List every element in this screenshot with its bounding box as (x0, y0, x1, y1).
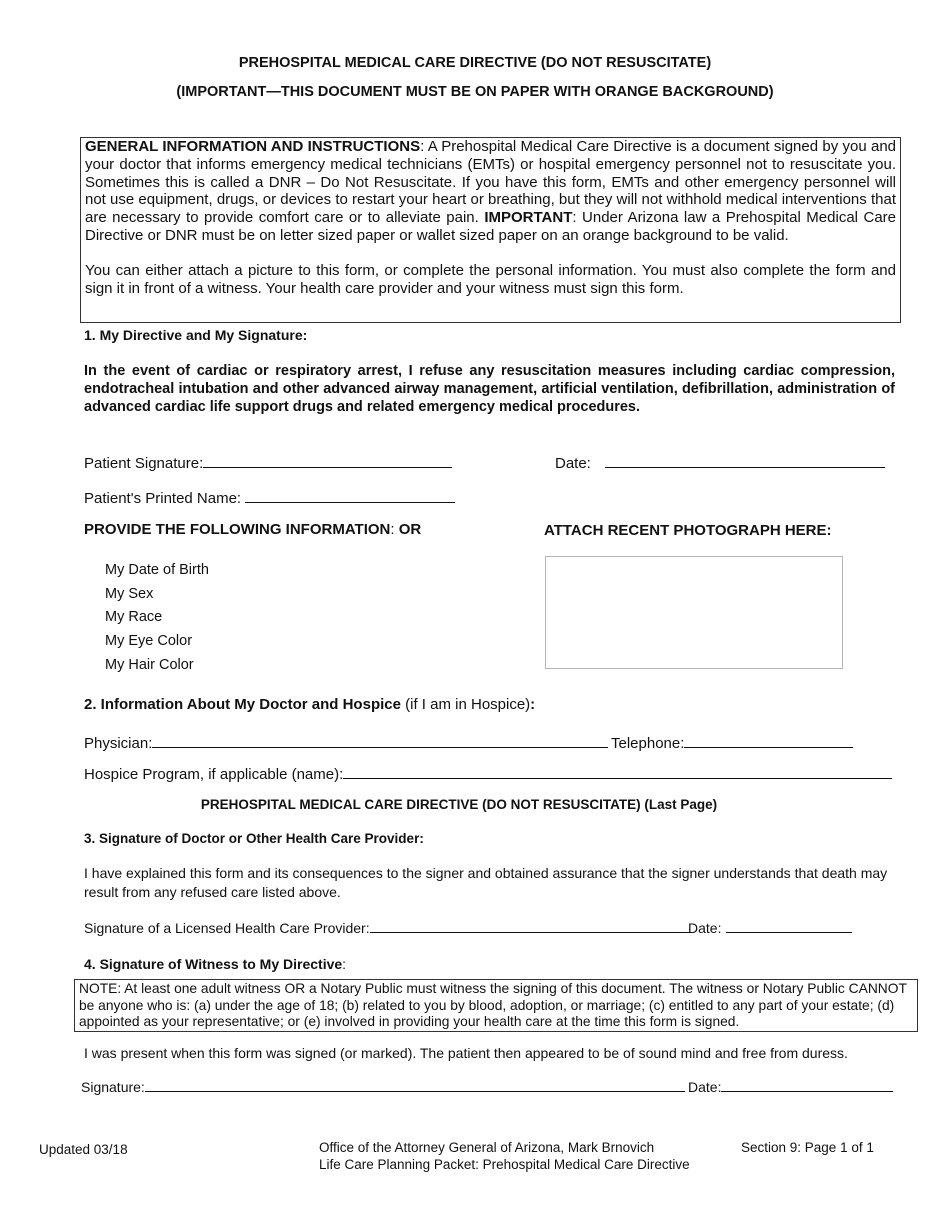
general-information-text: GENERAL INFORMATION AND INSTRUCTIONS: A Prehospital Medical Care Directive is a document signed by you and your doctor that informs emergency medical technicians (EMTs) or hospital emergency personnel not to resuscitate you. Sometimes this is called a DNR – Do Not Resuscitate. If you have this form, EMTs and other emergency personnel will not use equipment, drugs, or devices to restart your heart or breathing, but they will not withhold medical interventions that are necessary to provide comfort care or to alleviate pain. IMPORTANT: Under Arizona law a Prehospital Medical Care Directive or DNR must be on letter sized paper or wallet sized paper on an orange background to be valid. (85, 138, 897, 244)
general-information-box (80, 137, 901, 323)
telephone-field[interactable] (611, 733, 853, 752)
telephone-line[interactable] (684, 733, 853, 748)
patient-date-field[interactable] (555, 453, 885, 472)
info-item-eye-color: My Eye Color (105, 633, 193, 649)
witness-date-field[interactable] (688, 1077, 893, 1095)
provider-date-line[interactable] (726, 918, 852, 933)
witness-note-box (74, 979, 918, 1032)
footer-office-line-1: Office of the Attorney General of Arizona, Mark Brnovich (319, 1140, 655, 1155)
general-information-heading: GENERAL INFORMATION AND INSTRUCTIONS (85, 138, 421, 155)
physician-line[interactable] (152, 733, 608, 748)
hospice-field[interactable] (84, 764, 892, 783)
physician-label: Physician: (84, 735, 153, 752)
witness-signature-line[interactable] (145, 1077, 685, 1092)
patient-date-label: Date: (555, 455, 591, 472)
witness-date-line[interactable] (721, 1077, 893, 1092)
telephone-label: Telephone: (611, 735, 685, 752)
hospice-label: Hospice Program, if applicable (name): (84, 766, 344, 783)
section-4-heading: 4. Signature of Witness to My Directive: (84, 956, 347, 972)
provider-signature-label: Signature of a Licensed Health Care Provider: (84, 920, 370, 936)
info-item-date-of-birth: My Date of Birth (105, 562, 209, 578)
patient-signature-field[interactable] (84, 453, 452, 472)
patient-signature-line[interactable] (203, 453, 452, 468)
footer-section: Section 9: Page 1 of 1 (741, 1140, 874, 1155)
directive-statement: In the event of cardiac or respiratory arrest, I refuse any resuscitation measures including cardiac compression, endotracheal intubation and other advanced airway management, artificial ventilation, defibrillation, administration of advanced cardiac life support drugs and related emergency medical procedures. (84, 363, 895, 415)
witness-signature-field[interactable] (81, 1077, 685, 1095)
section-1-heading: 1. My Directive and My Signature: (84, 327, 308, 343)
provider-signature-field[interactable] (84, 918, 690, 936)
attach-photo-heading: ATTACH RECENT PHOTOGRAPH HERE: (544, 522, 832, 539)
physician-field[interactable] (84, 733, 608, 752)
section-2-heading: 2. Information About My Doctor and Hospice (if I am in Hospice): (84, 696, 536, 713)
page-title: PREHOSPITAL MEDICAL CARE DIRECTIVE (DO NOT RESUSCITATE) (238, 55, 712, 71)
hospice-line[interactable] (343, 764, 892, 779)
patient-signature-label: Patient Signature: (84, 455, 204, 472)
witness-statement: I was present when this form was signed (or marked). The patient then appeared to be of sound mind and free from duress. (84, 1045, 848, 1061)
footer-updated: Updated 03/18 (39, 1142, 128, 1157)
printed-name-label: Patient's Printed Name: (84, 490, 242, 507)
important-label: IMPORTANT (484, 209, 573, 227)
photo-attachment-box[interactable] (545, 556, 843, 669)
witness-signature-label: Signature: (81, 1079, 145, 1095)
last-page-title: PREHOSPITAL MEDICAL CARE DIRECTIVE (DO NOT RESUSCITATE) (Last Page) (200, 797, 718, 812)
provider-date-label: Date: (688, 920, 722, 936)
provider-signature-line[interactable] (370, 918, 690, 933)
general-information-paragraph-2: You can either attach a picture to this form, or complete the personal information. You must also complete the form and sign it in front of a witness. Your health care provider and your witness must sign this form. (85, 261, 896, 297)
info-item-sex: My Sex (105, 586, 154, 602)
provide-information-heading: PROVIDE THE FOLLOWING INFORMATION: OR (84, 521, 422, 538)
info-item-hair-color: My Hair Color (105, 657, 194, 673)
witness-date-label: Date: (688, 1079, 722, 1095)
patient-date-line[interactable] (605, 453, 885, 468)
printed-name-field[interactable] (84, 488, 455, 507)
section-3-heading: 3. Signature of Doctor or Other Health Care Provider: (84, 831, 424, 846)
footer-office-line-2: Life Care Planning Packet: Prehospital Medical Care Directive (319, 1157, 690, 1172)
printed-name-line[interactable] (245, 488, 455, 503)
section-3-text: I have explained this form and its consequences to the signer and obtained assurance that the signer understands that death may result from any refused care listed above. (84, 865, 888, 900)
witness-note-text: NOTE: At least one adult witness OR a Notary Public must witness the signing of this document. The witness or Notary Public CANNOT be anyone who is: (a) under the age of 18; (b) related to you by blood, adoption, or marriage; (c) entitled to any part of your estate; (d) appointed as your representative; or (e) involved in providing your health care at the time this form is signed. (79, 981, 907, 1029)
provider-date-field[interactable] (688, 918, 852, 936)
info-item-race: My Race (105, 609, 163, 625)
page-subtitle: (IMPORTANT—THIS DOCUMENT MUST BE ON PAPER WITH ORANGE BACKGROUND) (176, 84, 774, 100)
